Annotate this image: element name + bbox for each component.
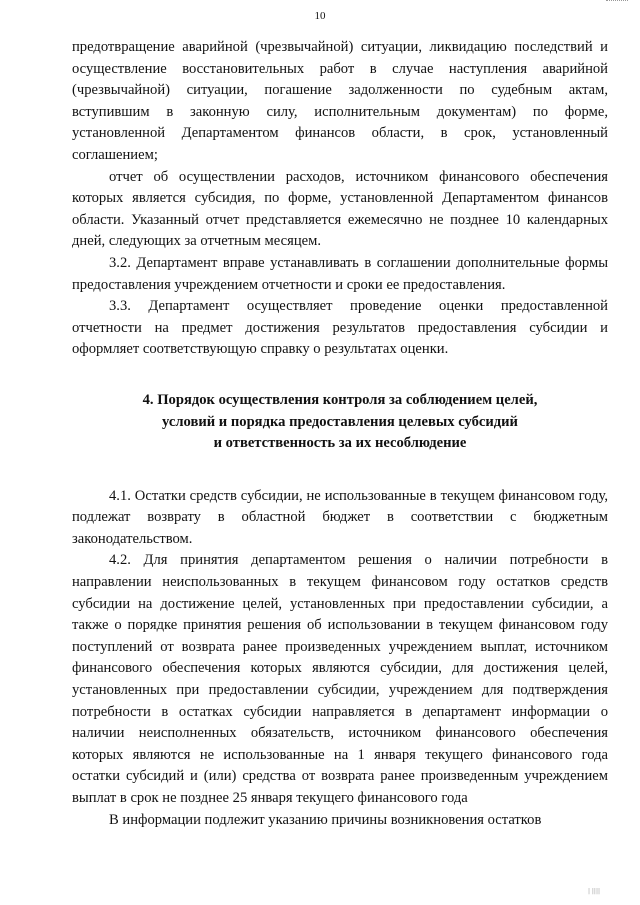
paragraph-4-1: 4.1. Остатки средств субсидии, не использованные в текущем финансовом году, подлежат возврату в областной бюджет в соответствии с бюджетным законодательством.	[72, 487, 608, 547]
document-body	[72, 37, 608, 831]
heading-line-1: 4. Порядок осуществления контроля за соблюдением целей,	[142, 391, 538, 408]
scan-artifact-bottom: | ||||	[587, 888, 600, 895]
scan-artifact-top	[606, 0, 628, 5]
page-number: 10	[314, 10, 326, 22]
paragraph-info: В информации подлежит указанию причины возникновения остатков	[109, 811, 542, 828]
paragraph-3-2: 3.2. Департамент вправе устанавливать в соглашении дополнительные формы предоставления учреждением отчетности и сроки ее предоставления.	[72, 254, 608, 293]
paragraph-report: отчет об осуществлении расходов, источником финансового обеспечения которых является субсидия, по форме, установленной Департаментом финансов области. Указанный отчет представляется ежемесячно не позднее 10 календарных дней, следующих за отчетным месяцем.	[72, 168, 608, 250]
paragraph-3-3: 3.3. Департамент осуществляет проведение оценки предоставленной отчетности на предмет достижения результатов предоставления субсидии и оформляет соответствующую справку о результатах оценки.	[72, 298, 608, 358]
heading-line-3: и ответственность за их несоблюдение	[213, 435, 467, 452]
heading-line-2: условий и порядка предоставления целевых субсидий	[162, 413, 518, 430]
paragraph-continued: предотвращение аварийной (чрезвычайной) ситуации, ликвидацию последствий и осуществление восстановительных работ в случае наступления аварийной (чрезвычайной) ситуации, погашение задолженности по судебным актам, вступившим в законную силу, исполнительным документам) по форме, установленной Департаментом финансов области, в срок, установленный соглашением;	[72, 39, 608, 163]
section-heading-4	[72, 390, 608, 455]
paragraph-4-2: 4.2. Для принятия департаментом решения о наличии потребности в направлении неиспользованных в текущем финансовом году остатков средств субсидии на достижение целей, установленных при предоставлении субсидии, а также о порядке принятия решения об использовании в текущем финансовом году поступлений от возврата ранее произведенных учреждением выплат, источником финансового обеспечения которых являются субсидии, для достижения целей, установленных при предоставлении субсидии, учреждением для подтверждения потребности в остатках субсидии направляется в департамент информации о наличии неисполненных обязательств, источником финансового обеспечения которых являются не использованные на 1 января текущего финансового года остатки субсидий и (или) средства от возврата ранее произведенным учреждением выплат в срок не позднее 25 января текущего финансового года	[72, 552, 608, 806]
